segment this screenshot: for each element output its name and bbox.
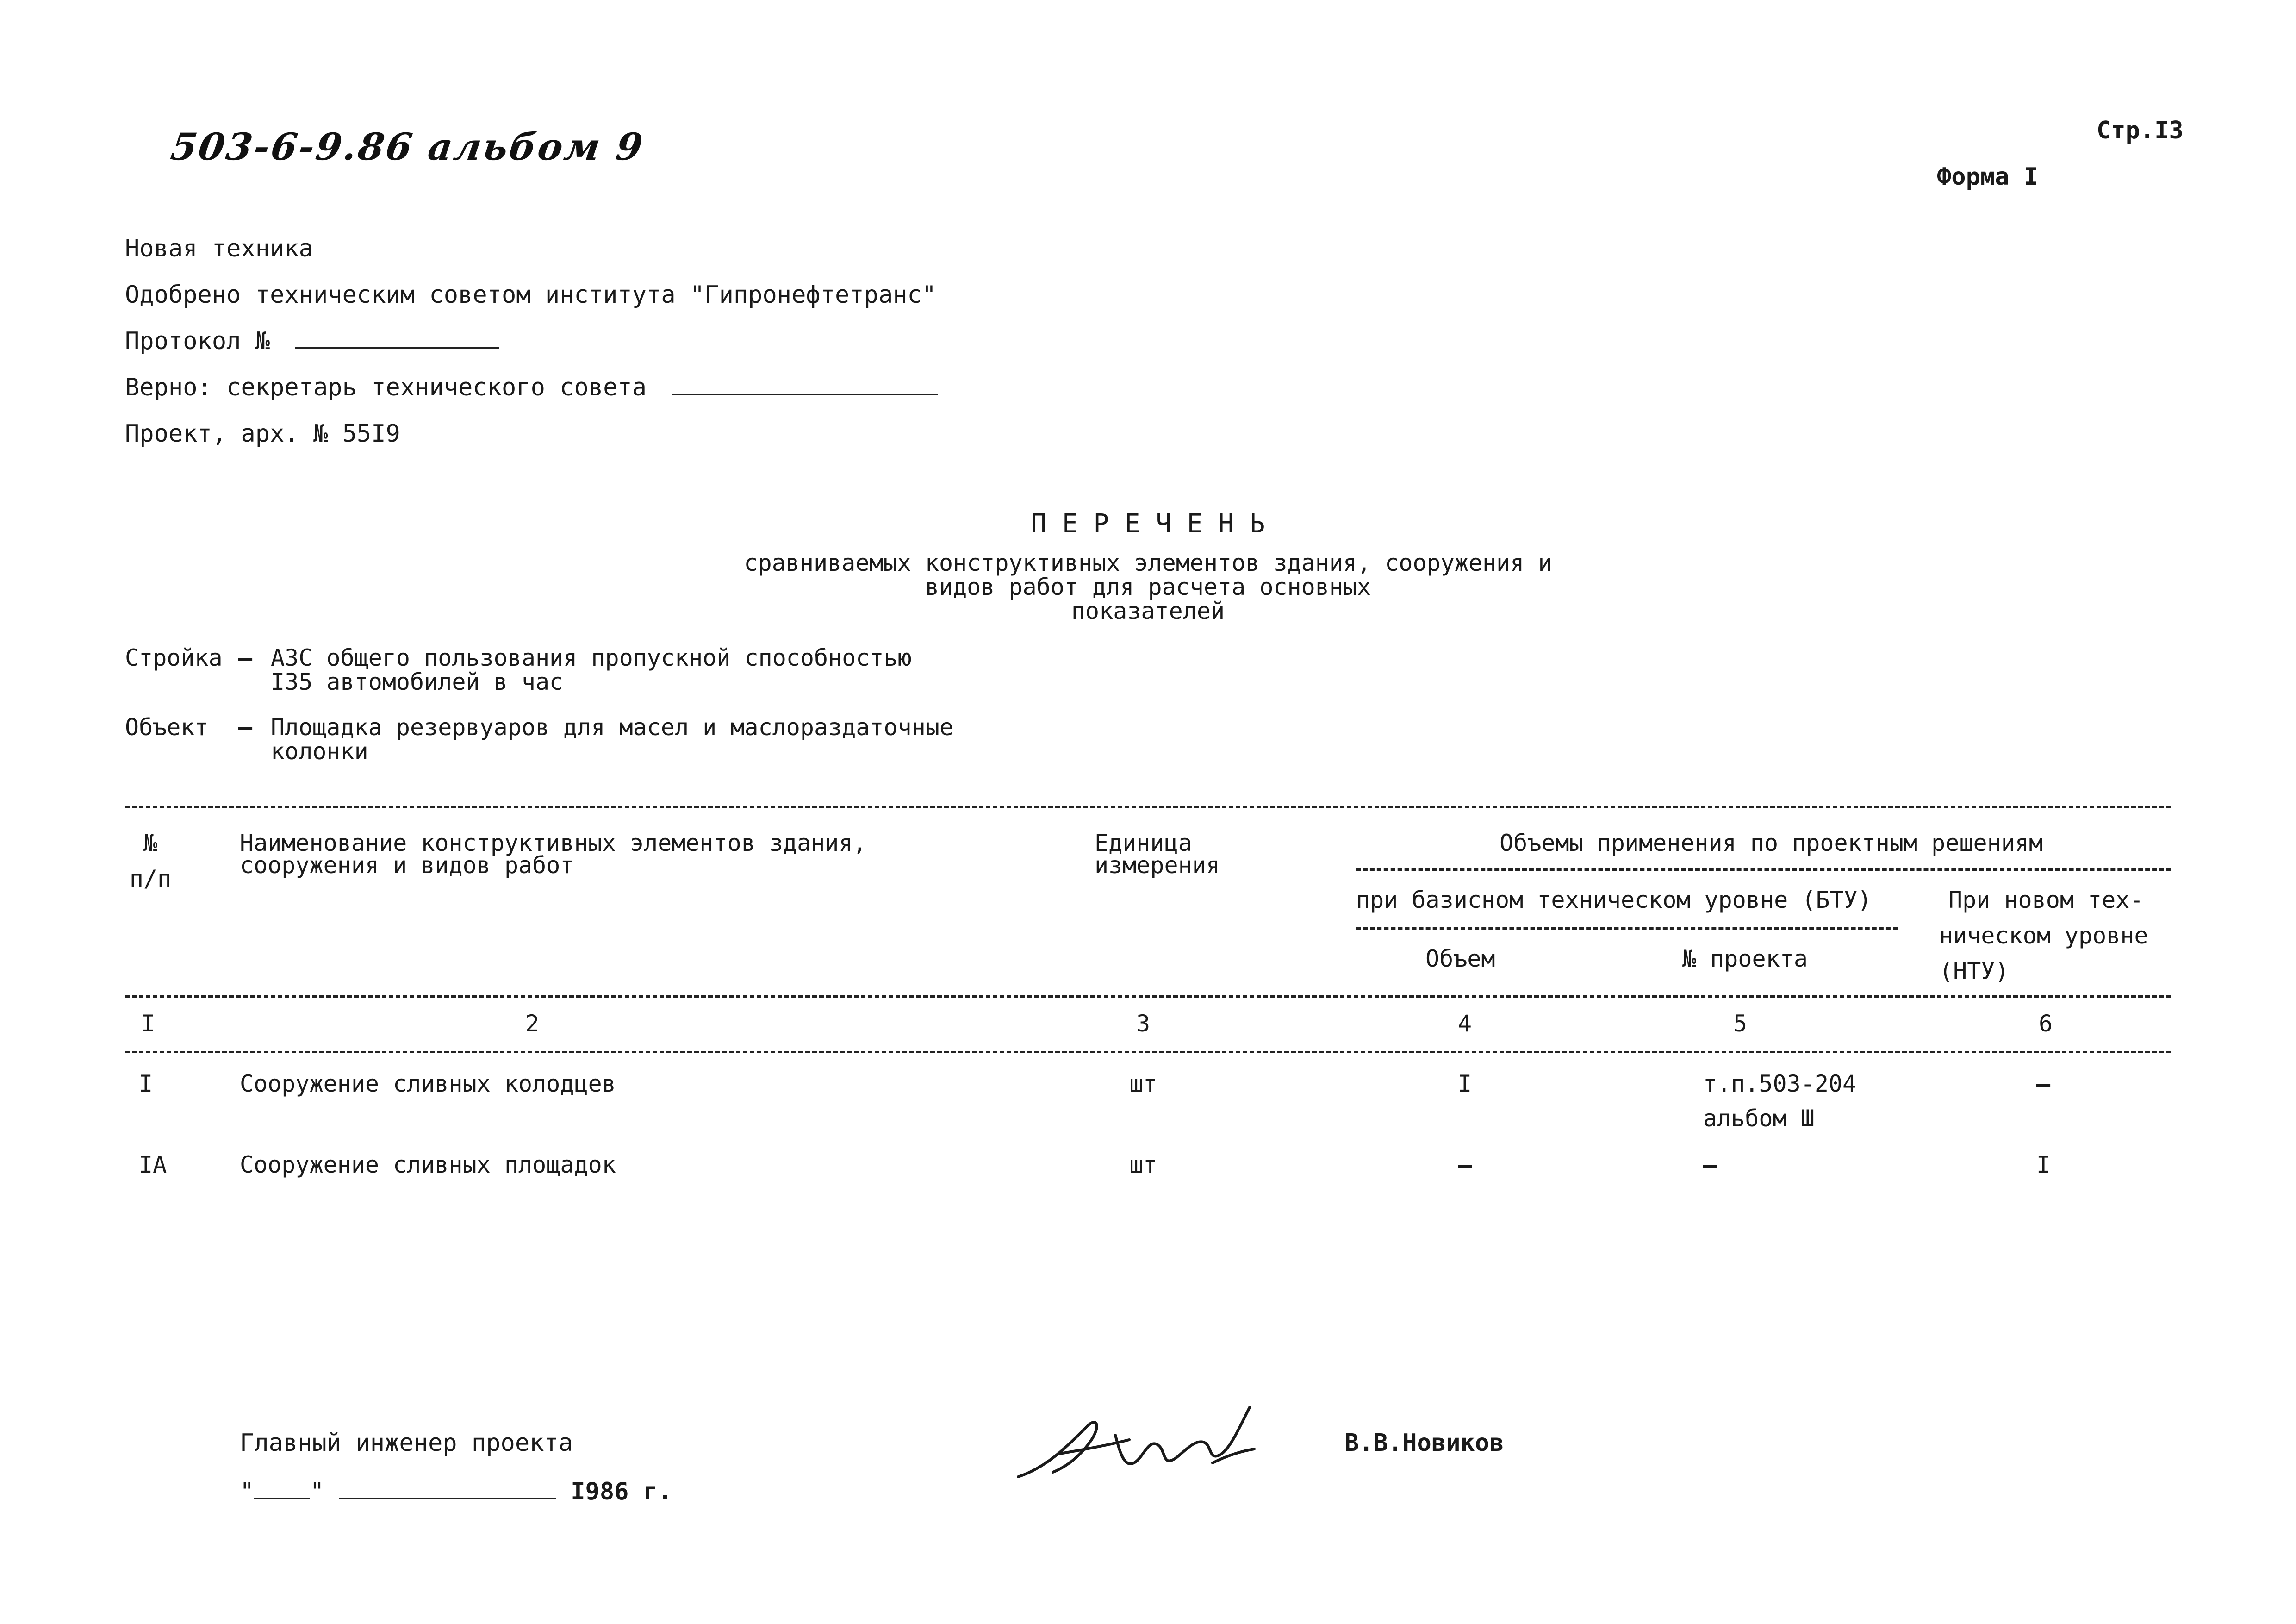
table-row-ntu: – (2036, 1070, 2051, 1097)
secretary-blank (672, 389, 938, 395)
ntu-header-3: (НТУ) (1939, 958, 2009, 985)
form-number: Форма I (1937, 163, 2039, 191)
btu-header: при базисном техническом уровне (БТУ) (1356, 887, 1872, 913)
title-subline-3: показателей (1071, 598, 1225, 625)
quote-open: " (240, 1478, 255, 1505)
ntu-header-2: ническом уровне (1939, 922, 2148, 949)
numbers-bottom-rule (125, 1051, 2171, 1053)
intro-project-archive: Проект, арх. № 55I9 (125, 420, 400, 448)
table-top-rule (125, 806, 2171, 808)
document-title: П Е Р Е Ч Е Н Ь (1031, 509, 1265, 539)
table-row-num: I (139, 1070, 153, 1097)
quote-close: " (310, 1478, 324, 1505)
object-dash: – (238, 714, 253, 741)
col-number: 4 (1457, 1010, 1472, 1037)
title-subline-2: видов работ для расчета основных (925, 574, 1371, 600)
table-row-num: IA (139, 1151, 167, 1178)
table-row-unit: шт (1129, 1070, 1157, 1097)
stroika-line-1: АЗС общего пользования пропускной способностью (271, 644, 912, 671)
volumes-header: Объемы применения по проектным решениям (1500, 830, 2043, 856)
title-subline-1: сравниваемых конструктивных элементов здания, сооружения и (744, 550, 1552, 576)
month-blank (339, 1493, 556, 1499)
col-name-header-2: сооружения и видов работ (240, 852, 574, 879)
protocol-blank (295, 343, 499, 349)
signature-icon (1009, 1398, 1259, 1491)
table-row-project: – (1703, 1151, 1717, 1178)
protocol-label: Протокол № (125, 327, 270, 355)
table-row-name: Сооружение сливных площадок (240, 1151, 616, 1178)
volume-header: Объем (1425, 945, 1495, 972)
table-row-project: т.п.503-204 (1703, 1070, 1857, 1097)
chief-engineer-label: Главный инженер проекта (240, 1429, 573, 1457)
table-row-name: Сооружение сливных колодцев (240, 1070, 616, 1097)
intro-secretary (125, 373, 938, 402)
col-unit-header-1: Единица (1095, 830, 1192, 856)
col-unit-header-2: измерения (1095, 852, 1220, 879)
year: I986 г. (571, 1478, 672, 1505)
table-row-unit: шт (1129, 1151, 1157, 1178)
stroika-label: Стройка (125, 644, 223, 671)
col-number: 3 (1136, 1010, 1151, 1037)
col-name-header-1: Наименование конструктивных элементов здания, (240, 830, 867, 856)
stroika-line-2: I35 автомобилей в час (271, 668, 564, 695)
intro-approved: Одобрено техническим советом института "Гипронефтетранс" (125, 281, 937, 309)
table-row-project-album: альбом Ш (1703, 1105, 1815, 1132)
ntu-header-1: При новом тех- (1948, 887, 2144, 913)
col-number: 6 (2038, 1010, 2053, 1037)
intro-new-technology: Новая техника (125, 235, 313, 262)
object-line-2: колонки (271, 738, 368, 765)
date-line (240, 1477, 672, 1506)
volumes-rule (1356, 868, 2171, 871)
project-no-header: № проекта (1682, 945, 1808, 972)
header-bottom-rule (125, 995, 2171, 998)
btu-rule (1356, 927, 1898, 930)
table-row-ntu: I (2036, 1151, 2051, 1178)
page-number: Стр.I3 (2097, 117, 2184, 144)
day-blank (254, 1493, 310, 1499)
handwritten-document-code: 503-6-9.86 альбом 9 (168, 125, 647, 169)
stroika-dash: – (238, 644, 253, 671)
col-number: 2 (525, 1010, 540, 1037)
col-number: 5 (1733, 1010, 1748, 1037)
col-num-header-1: № (143, 830, 158, 856)
col-num-header-2: п/п (129, 865, 172, 892)
signatory-name: В.В.Новиков (1344, 1429, 1504, 1457)
object-line-1: Площадка резервуаров для масел и маслораздаточные (271, 714, 954, 741)
col-number: I (141, 1010, 156, 1037)
secretary-label: Верно: секретарь технического совета (125, 374, 647, 401)
intro-protocol (125, 326, 499, 356)
table-row-volume: – (1458, 1151, 1472, 1178)
object-label: Объект (125, 714, 209, 741)
table-row-volume: I (1458, 1070, 1472, 1097)
